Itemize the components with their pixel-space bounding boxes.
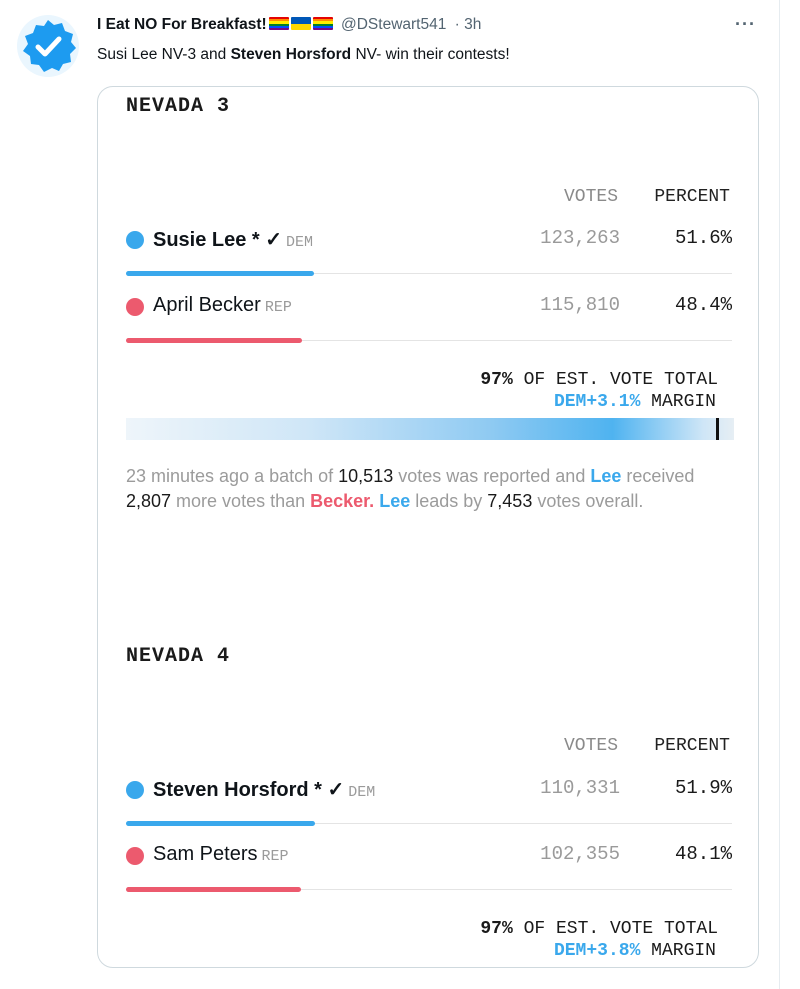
- rep-dot-icon: [126, 847, 144, 865]
- reported-line: 97% OF EST. VOTE TOTAL: [480, 370, 718, 390]
- tweet-text-part: Susi Lee NV-3 and: [97, 46, 231, 63]
- verified-badge-icon: [16, 14, 80, 78]
- candidate-percent: 51.9%: [674, 777, 732, 799]
- tweet-text-part: NV- win their contests!: [351, 46, 510, 63]
- candidate-percent: 48.1%: [674, 843, 732, 865]
- party-label: REP: [261, 848, 289, 865]
- candidate-votes: 102,355: [540, 843, 620, 865]
- dem-dot-icon: [126, 231, 144, 249]
- vote-share-bar: [126, 271, 314, 276]
- media-card[interactable]: [97, 86, 759, 968]
- display-name[interactable]: I Eat NO For Breakfast!: [97, 16, 267, 33]
- candidate-row: [126, 775, 732, 805]
- race-title: NEVADA 4: [126, 645, 231, 668]
- tweet-text: [97, 44, 510, 66]
- candidate-votes: 115,810: [540, 294, 620, 316]
- margin-marker: [716, 418, 719, 440]
- candidate-votes: 110,331: [540, 777, 620, 799]
- ukraine-flag-icon: [291, 17, 311, 30]
- candidate-name: Susie Lee * ✓ DEM: [153, 229, 314, 251]
- dem-dot-icon: [126, 781, 144, 799]
- timestamp[interactable]: · 3h: [454, 16, 482, 33]
- vote-share-bar: [126, 887, 301, 892]
- vote-share-bar: [126, 338, 302, 343]
- tweet-text-bold: Steven Horsford: [230, 46, 352, 63]
- vote-bar-track: [126, 273, 732, 274]
- candidate-name: Sam Peters REP: [153, 843, 289, 865]
- candidate-name: April Becker REP: [153, 294, 292, 316]
- candidate-row: [126, 841, 732, 871]
- margin-line: DEM+3.8% MARGIN: [553, 941, 716, 961]
- more-options-icon[interactable]: ···: [735, 14, 756, 34]
- party-label: DEM: [286, 234, 314, 251]
- vote-bar-track: [126, 340, 732, 341]
- vote-share-bar: [126, 821, 315, 826]
- timeline-divider: [779, 0, 780, 989]
- handle[interactable]: @DStewart541: [341, 16, 447, 33]
- rep-dot-icon: [126, 298, 144, 316]
- votes-column-header: VOTES: [563, 187, 618, 207]
- votes-column-header: VOTES: [563, 736, 618, 756]
- candidate-percent: 51.6%: [674, 227, 732, 249]
- margin-bar: [126, 418, 734, 440]
- candidate-percent: 48.4%: [674, 294, 732, 316]
- candidate-row: [126, 225, 732, 255]
- rainbow-flag-icon: [313, 17, 333, 30]
- percent-column-header: PERCENT: [654, 736, 730, 756]
- candidate-name: Steven Horsford * ✓ DEM: [153, 779, 376, 801]
- race-title: NEVADA 3: [126, 95, 231, 118]
- reported-line: 97% OF EST. VOTE TOTAL: [480, 919, 718, 939]
- percent-column-header: PERCENT: [654, 187, 730, 207]
- rainbow-flag-icon: [269, 17, 289, 30]
- tweet-header: [97, 14, 760, 36]
- vote-bar-track: [126, 889, 732, 890]
- candidate-row: [126, 292, 732, 322]
- vote-bar-track: [126, 823, 732, 824]
- party-label: REP: [264, 299, 292, 316]
- party-label: DEM: [348, 784, 376, 801]
- margin-line: DEM+3.1% MARGIN: [553, 392, 716, 412]
- candidate-votes: 123,263: [540, 227, 620, 249]
- avatar[interactable]: [16, 14, 80, 78]
- batch-summary: 23 minutes ago a batch of 10,513 votes was reported and Lee received 2,807 more votes than Becker. Lee leads by 7,453 votes overall.: [126, 466, 695, 511]
